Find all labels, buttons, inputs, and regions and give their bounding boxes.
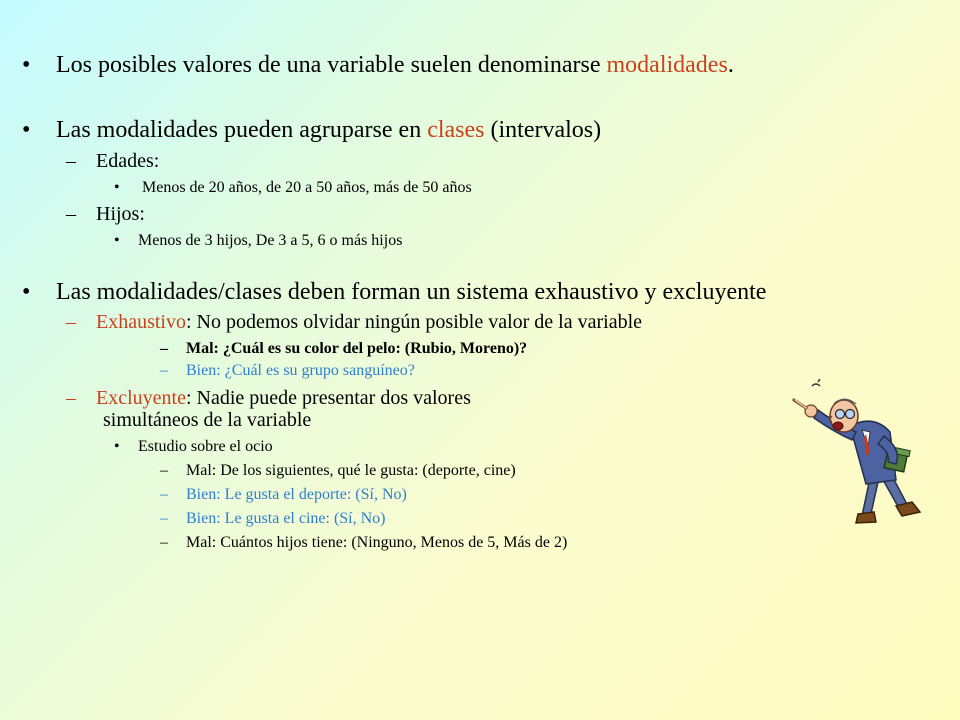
dash-marker: –	[66, 203, 76, 225]
angry-man-clipart-icon	[778, 378, 948, 528]
sub-edades-label: Edades:	[96, 150, 160, 172]
study-item	[160, 534, 568, 552]
sub-hijos	[66, 203, 145, 226]
exhaustivo-bad-example	[160, 340, 528, 358]
sub-edades	[66, 150, 160, 173]
sub-excluyente	[66, 387, 471, 410]
excluyente-desc-2: simultáneos de la variable	[103, 409, 312, 431]
dash-marker: –	[160, 486, 168, 503]
study-heading-text: Estudio sobre el ocio	[138, 438, 273, 455]
bullet-marker: •	[114, 179, 120, 196]
bullet-2-text: Las modalidades pueden agruparse en	[56, 117, 428, 143]
sub-hijos-label: Hijos:	[96, 203, 145, 225]
study-item	[160, 462, 516, 480]
study-item-text: Mal: De los siguientes, qué le gusta: (deporte, cine)	[186, 462, 516, 479]
bullet-2-tail: (intervalos)	[484, 117, 602, 143]
bullet-1-text: Los posibles valores de una variable suelen denominarse	[56, 52, 607, 78]
study-item-text: Bien: Le gusta el cine: (Sí, No)	[186, 510, 386, 527]
study-item-text: Mal: Cuántos hijos tiene: (Ninguno, Menos de 5, Más de 2)	[186, 534, 568, 551]
bullet-2	[22, 117, 602, 144]
term-exhaustivo: Exhaustivo	[96, 311, 186, 333]
study-heading	[114, 438, 273, 456]
sub-exhaustivo	[66, 311, 643, 334]
dash-marker: –	[66, 387, 76, 409]
bullet-marker: •	[22, 117, 31, 143]
term-excluyente: Excluyente	[96, 387, 186, 409]
dash-marker: –	[160, 362, 168, 379]
term-clases: clases	[427, 117, 485, 143]
study-item	[160, 486, 407, 504]
exhaustivo-desc: : No podemos olvidar ningún posible valor de la variable	[186, 311, 643, 333]
bullet-marker: •	[22, 52, 31, 78]
exhaustivo-good-text: Bien: ¿Cuál es su grupo sanguíneo?	[186, 362, 415, 379]
dash-marker: –	[160, 340, 168, 357]
bullet-marker: •	[114, 232, 120, 249]
bullet-1	[22, 52, 734, 79]
dash-marker: –	[160, 534, 168, 551]
bullet-3	[22, 279, 767, 306]
study-item	[160, 510, 386, 528]
exhaustivo-bad-text: Mal: ¿Cuál es su color del pelo: (Rubio, Moreno)?	[186, 340, 528, 357]
bullet-3-text: Las modalidades/clases deben forman un sistema exhaustivo y excluyente	[56, 279, 767, 305]
detail-edades-text: Menos de 20 años, de 20 a 50 años, más de 50 años	[142, 179, 472, 196]
dash-marker: –	[66, 150, 76, 172]
dash-marker: –	[66, 311, 76, 333]
bullet-marker: •	[22, 279, 31, 305]
bullet-marker: •	[114, 438, 120, 455]
exhaustivo-good-example	[160, 362, 415, 380]
term-modalidades: modalidades	[606, 52, 728, 78]
detail-hijos-text: Menos de 3 hijos, De 3 a 5, 6 o más hijos	[138, 232, 403, 249]
dash-marker: –	[160, 510, 168, 527]
detail-hijos	[114, 232, 403, 250]
excluyente-desc-1: : Nadie puede presentar dos valores	[185, 387, 471, 409]
bullet-1-tail: .	[727, 52, 734, 78]
study-item-text: Bien: Le gusta el deporte: (Sí, No)	[186, 486, 407, 503]
dash-marker: –	[160, 462, 168, 479]
detail-edades	[114, 179, 472, 197]
